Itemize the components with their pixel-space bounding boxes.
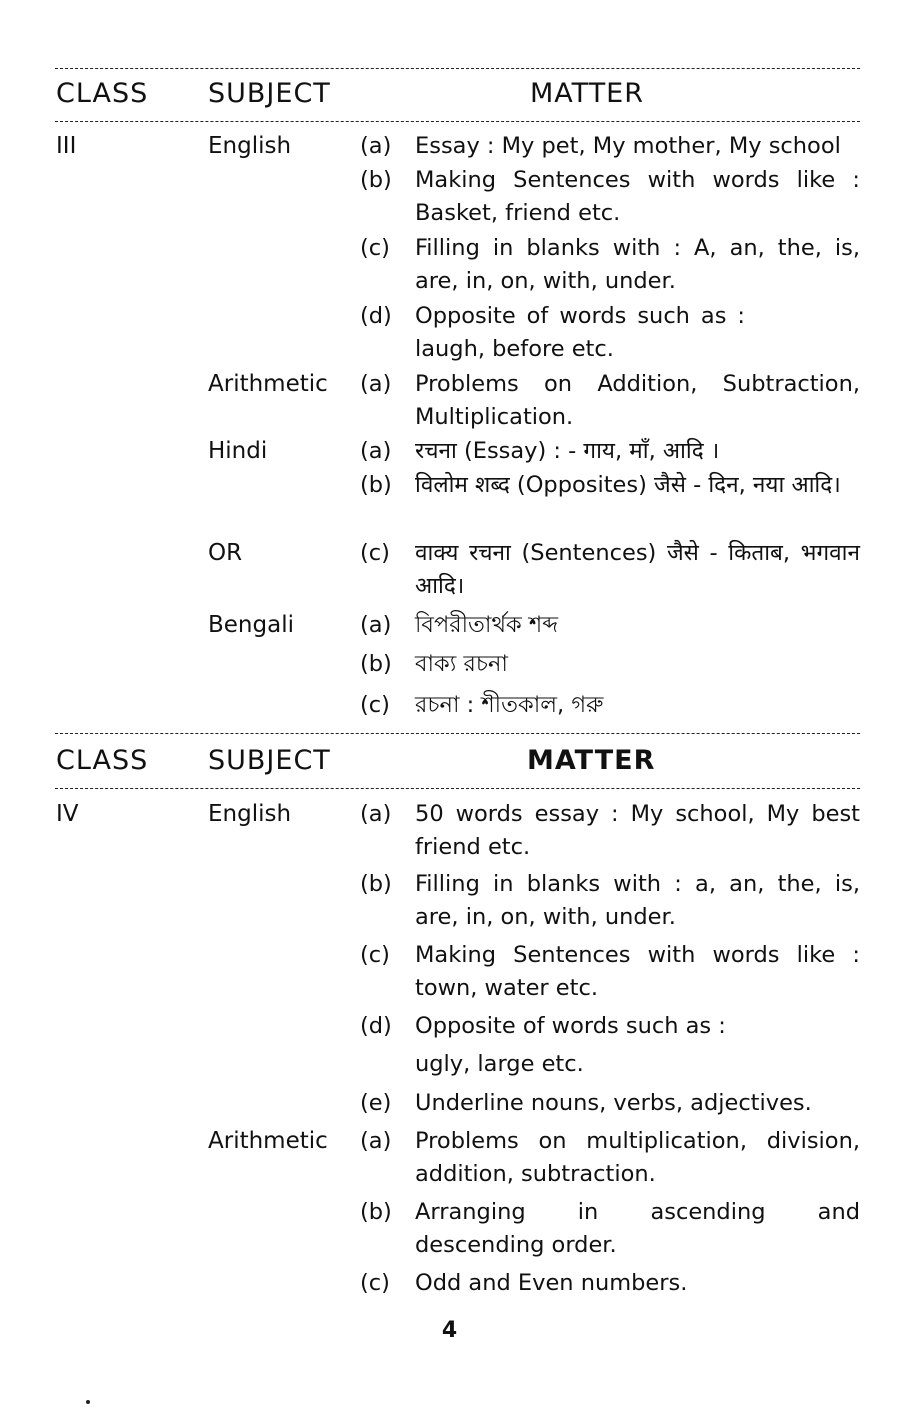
matter-item <box>360 435 860 468</box>
item-label: (c) <box>360 942 390 968</box>
matter-item <box>360 1048 860 1081</box>
matter-item <box>360 368 860 434</box>
item-text: रचना (Essay) : - गाय, माँ, आदि । <box>415 438 720 464</box>
matter-item <box>360 300 860 366</box>
item-text: Making Sentences with words like : town, water etc. <box>415 942 860 1001</box>
top-rule <box>55 68 860 69</box>
header-matter: MATTER <box>530 78 644 109</box>
matter-item <box>360 1196 860 1262</box>
matter-item <box>360 130 860 163</box>
item-text: Filling in blanks with : A, an, the, is, are, in, on, with, under. <box>415 235 860 294</box>
subject-name: English <box>208 133 292 159</box>
matter-item <box>360 537 860 603</box>
class-number: IV <box>56 801 79 827</box>
item-text: Arranging in ascending and descending order. <box>415 1199 860 1258</box>
item-text: Filling in blanks with : a, an, the, is, are, in, on, with, under. <box>415 871 860 930</box>
item-label: (b) <box>360 651 392 677</box>
item-text: বাক্য রচনা <box>415 651 508 677</box>
item-text: 50 words essay : My school, My best friend etc. <box>415 801 860 860</box>
item-label: (d) <box>360 303 392 329</box>
item-label: (b) <box>360 167 392 193</box>
item-text: वाक्य रचना (Sentences) जैसे - किताब, भगवान आदि। <box>415 540 860 599</box>
item-text: Making Sentences with words like : Basket, friend etc. <box>415 167 860 226</box>
item-label: (b) <box>360 871 392 897</box>
item-label: (c) <box>360 692 390 718</box>
header-subject: SUBJECT <box>208 78 331 109</box>
item-text: Problems on multiplication, division, addition, subtraction. <box>415 1128 860 1187</box>
class-number: III <box>56 133 77 159</box>
page-number: 4 <box>441 1318 458 1343</box>
header-subject: SUBJECT <box>208 745 331 776</box>
item-text: विलोम शब्द (Opposites) जैसे - दिन, नया आदि। <box>415 472 841 498</box>
item-text: Essay : My pet, My mother, My school <box>415 133 841 159</box>
item-text: Opposite of words such as : laugh, before etc. <box>415 303 745 362</box>
matter-item <box>360 798 860 864</box>
header-rule <box>55 788 860 789</box>
matter-item <box>360 1010 860 1043</box>
item-label: (c) <box>360 235 390 261</box>
subject-name: OR <box>208 540 243 566</box>
matter-item <box>360 1087 860 1120</box>
item-text: Odd and Even numbers. <box>415 1270 688 1296</box>
matter-item <box>360 648 860 681</box>
subject-name: Bengali <box>208 612 294 638</box>
item-label: (b) <box>360 1199 392 1225</box>
item-label: (a) <box>360 801 392 827</box>
item-label: (b) <box>360 472 392 498</box>
item-label: (c) <box>360 1270 390 1296</box>
item-text: Underline nouns, verbs, adjectives. <box>415 1090 812 1116</box>
header-matter: MATTER <box>527 745 656 776</box>
stray-dot <box>86 1400 90 1404</box>
matter-item <box>360 164 860 230</box>
item-text: বিপরীতার্থক শব্দ <box>415 612 559 638</box>
subject-name: English <box>208 801 292 827</box>
subject-name: Arithmetic <box>208 1128 328 1154</box>
item-text: ugly, large etc. <box>415 1051 584 1077</box>
item-label: (e) <box>360 1090 392 1116</box>
section-rule <box>55 733 860 734</box>
header-rule <box>55 121 860 122</box>
matter-item <box>360 609 860 642</box>
item-label: (a) <box>360 133 392 159</box>
matter-item <box>360 1267 860 1300</box>
item-label: (d) <box>360 1013 392 1039</box>
item-label: (a) <box>360 371 392 397</box>
subject-name: Arithmetic <box>208 371 328 397</box>
item-label: (c) <box>360 540 390 566</box>
matter-item <box>360 868 860 934</box>
matter-item <box>360 1125 860 1191</box>
header-class: CLASS <box>56 745 149 776</box>
subject-name: Hindi <box>208 438 268 464</box>
item-label: (a) <box>360 438 392 464</box>
matter-item <box>360 469 860 502</box>
item-text: Opposite of words such as : <box>415 1013 726 1039</box>
item-text: রচনা : শীতকাল, গরু <box>415 692 604 718</box>
item-label: (a) <box>360 612 392 638</box>
header-class: CLASS <box>56 78 149 109</box>
matter-item <box>360 232 860 298</box>
item-label: (a) <box>360 1128 392 1154</box>
item-text: Problems on Addition, Subtraction, Multiplication. <box>415 371 860 430</box>
matter-item <box>360 689 860 722</box>
matter-item <box>360 939 860 1005</box>
